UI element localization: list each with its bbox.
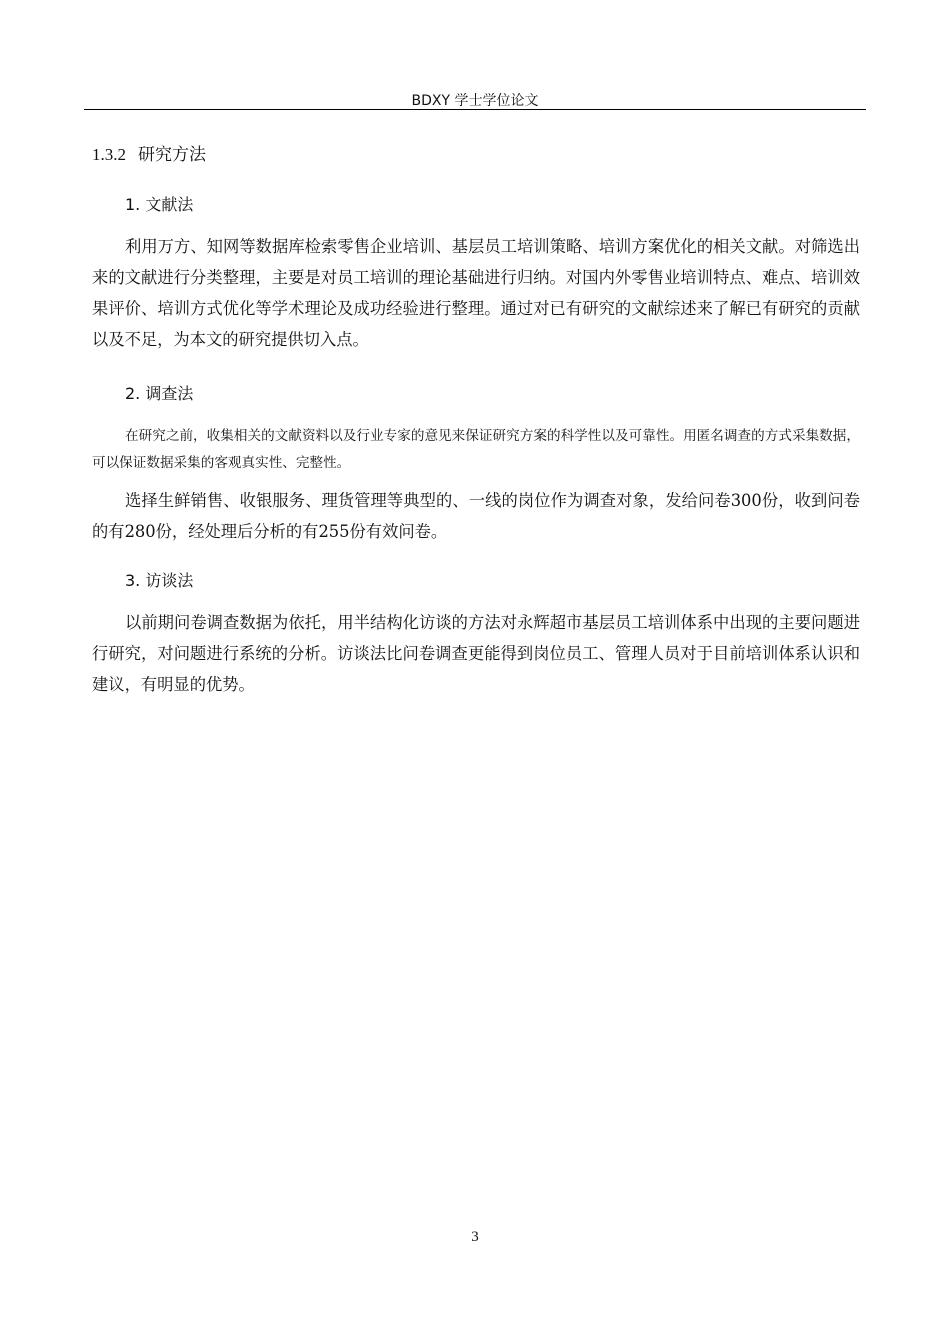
method-paragraph-interview: 以前期问卷调查数据为依托，用半结构化访谈的方法对永辉超市基层员工培训体系中出现的主要问题进行研究，对问题进行系统的分析。访谈法比问卷调查更能得到岗位员工、管理人员对于目前培训体系认识和建议，有明显的优势。 bbox=[92, 613, 860, 694]
method-paragraph-survey-1: 在研究之前，收集相关的文献资料以及行业专家的意见来保证研究方案的科学性以及可靠性。用匿名调查的方式采集数据，可以保证数据采集的客观真实性、完整性。 bbox=[92, 428, 860, 471]
section-title-text: 研究方法 bbox=[138, 145, 206, 165]
method-paragraph-literature: 利用万方、知网等数据库检索零售企业培训、基层员工培训策略、培训方案优化的相关文献。对筛选出来的文献进行分类整理，主要是对员工培训的理论基础进行归纳。对国内外零售业培训特点、难点、培训效果评价、培训方式优化等学术理论及成功经验进行整理。通过对已有研究的文献综述来了解已有研究的贡献以及不足，为本文的研究提供切入点。 bbox=[92, 237, 860, 349]
page-number: 3 bbox=[471, 1229, 479, 1245]
method-heading-survey: 2. 调查法 bbox=[125, 384, 194, 403]
header-rule bbox=[84, 109, 866, 110]
section-number: 1.3.2 bbox=[92, 145, 126, 164]
section-title bbox=[92, 143, 206, 167]
running-header: BDXY 学士学位论文 bbox=[411, 93, 539, 109]
method-paragraph-survey-2: 选择生鲜销售、收银服务、理货管理等典型的、一线的岗位作为调查对象，发给问卷300份，收到问卷的有280份，经处理后分析的有255份有效问卷。 bbox=[92, 491, 860, 541]
method-heading-interview: 3. 访谈法 bbox=[125, 571, 194, 590]
method-heading-literature: 1. 文献法 bbox=[125, 195, 194, 214]
